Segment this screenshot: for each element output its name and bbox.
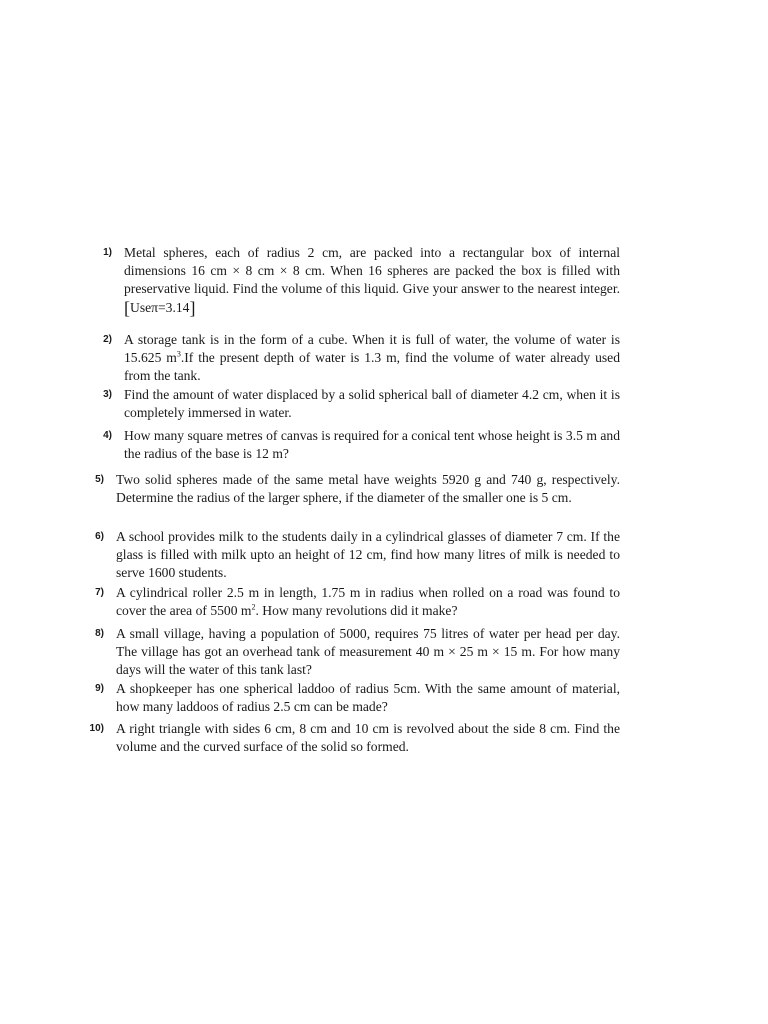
superscript: 2 [251,602,256,612]
question-text: A shopkeeper has one spherical laddoo of radius 5cm. With the same amount of material, how many laddoos of radius 2.5 cm can be made? [116,681,620,715]
question-text [124,244,620,317]
question-text: Two solid spheres made of the same metal have weights 5920 g and 740 g, respectively. Determine the radius of the larger sphere, if the diameter of the smaller one is 5 cm. [116,472,620,506]
question-9 [80,680,620,716]
question-text: Find the amount of water displaced by a solid spherical ball of diameter 4.2 cm, when it is completely immersed in water. [124,387,620,421]
question-number: 4) [103,430,112,441]
question-number: 6) [95,531,104,542]
question-4 [88,427,620,463]
question-number: 5) [95,474,104,485]
question-6 [80,528,620,583]
question-text [116,584,620,620]
question-8 [80,625,620,680]
question-body: A storage tank is in the form of a cube. When it is full of water, the volume of water is 15.625 m [124,332,620,366]
question-body: A cylindrical roller 2.5 m in length, 1.75 m in radius when rolled on a road was found to cover the area of 5500 m [116,585,620,619]
question-text [124,331,620,386]
superscript: 3 [176,349,181,359]
question-number: 9) [95,683,104,694]
hint-bracket-close: ] [189,297,196,318]
question-number: 1) [103,247,112,258]
question-body-cont: .If the present depth of water is 1.3 m, find the volume of water already used from the tank. [124,350,620,384]
question-7 [80,584,620,620]
question-text: A right triangle with sides 6 cm, 8 cm and 10 cm is revolved about the side 8 cm. Find the volume and the curved surface of the solid so formed. [116,721,620,755]
question-number: 10) [89,723,104,734]
question-text: A small village, having a population of 5000, requires 75 litres of water per head per day. The village has got an overhead tank of measurement 40 m × 25 m × 15 m. For how many days will the water of this tank last? [116,626,620,678]
question-body-cont: . How many revolutions did it make? [255,603,458,619]
hint-bracket-open: [ [124,297,130,318]
hint-text: Useπ=3.14 [130,299,190,315]
question-body: Metal spheres, each of radius 2 cm, are packed into a rectangular box of internal dimensions 16 cm × 8 cm × 8 cm. When 16 spheres are packed the box is filled with preservative liquid. Find the volume of this liquid. Give your answer to the nearest integer. [124,245,620,297]
question-1 [88,244,620,317]
question-number: 7) [95,587,104,598]
question-2 [88,331,620,386]
question-10 [80,720,620,756]
question-number: 8) [95,628,104,639]
question-number: 3) [103,389,112,400]
question-number: 2) [103,334,112,345]
question-text: A school provides milk to the students daily in a cylindrical glasses of diameter 7 cm. If the glass is filled with milk upto an height of 12 cm, find how many litres of milk is needed to serve 1600 students. [116,529,620,581]
question-3 [88,386,620,422]
question-text: How many square metres of canvas is required for a conical tent whose height is 3.5 m and the radius of the base is 12 m? [124,428,620,462]
question-5 [80,471,620,507]
